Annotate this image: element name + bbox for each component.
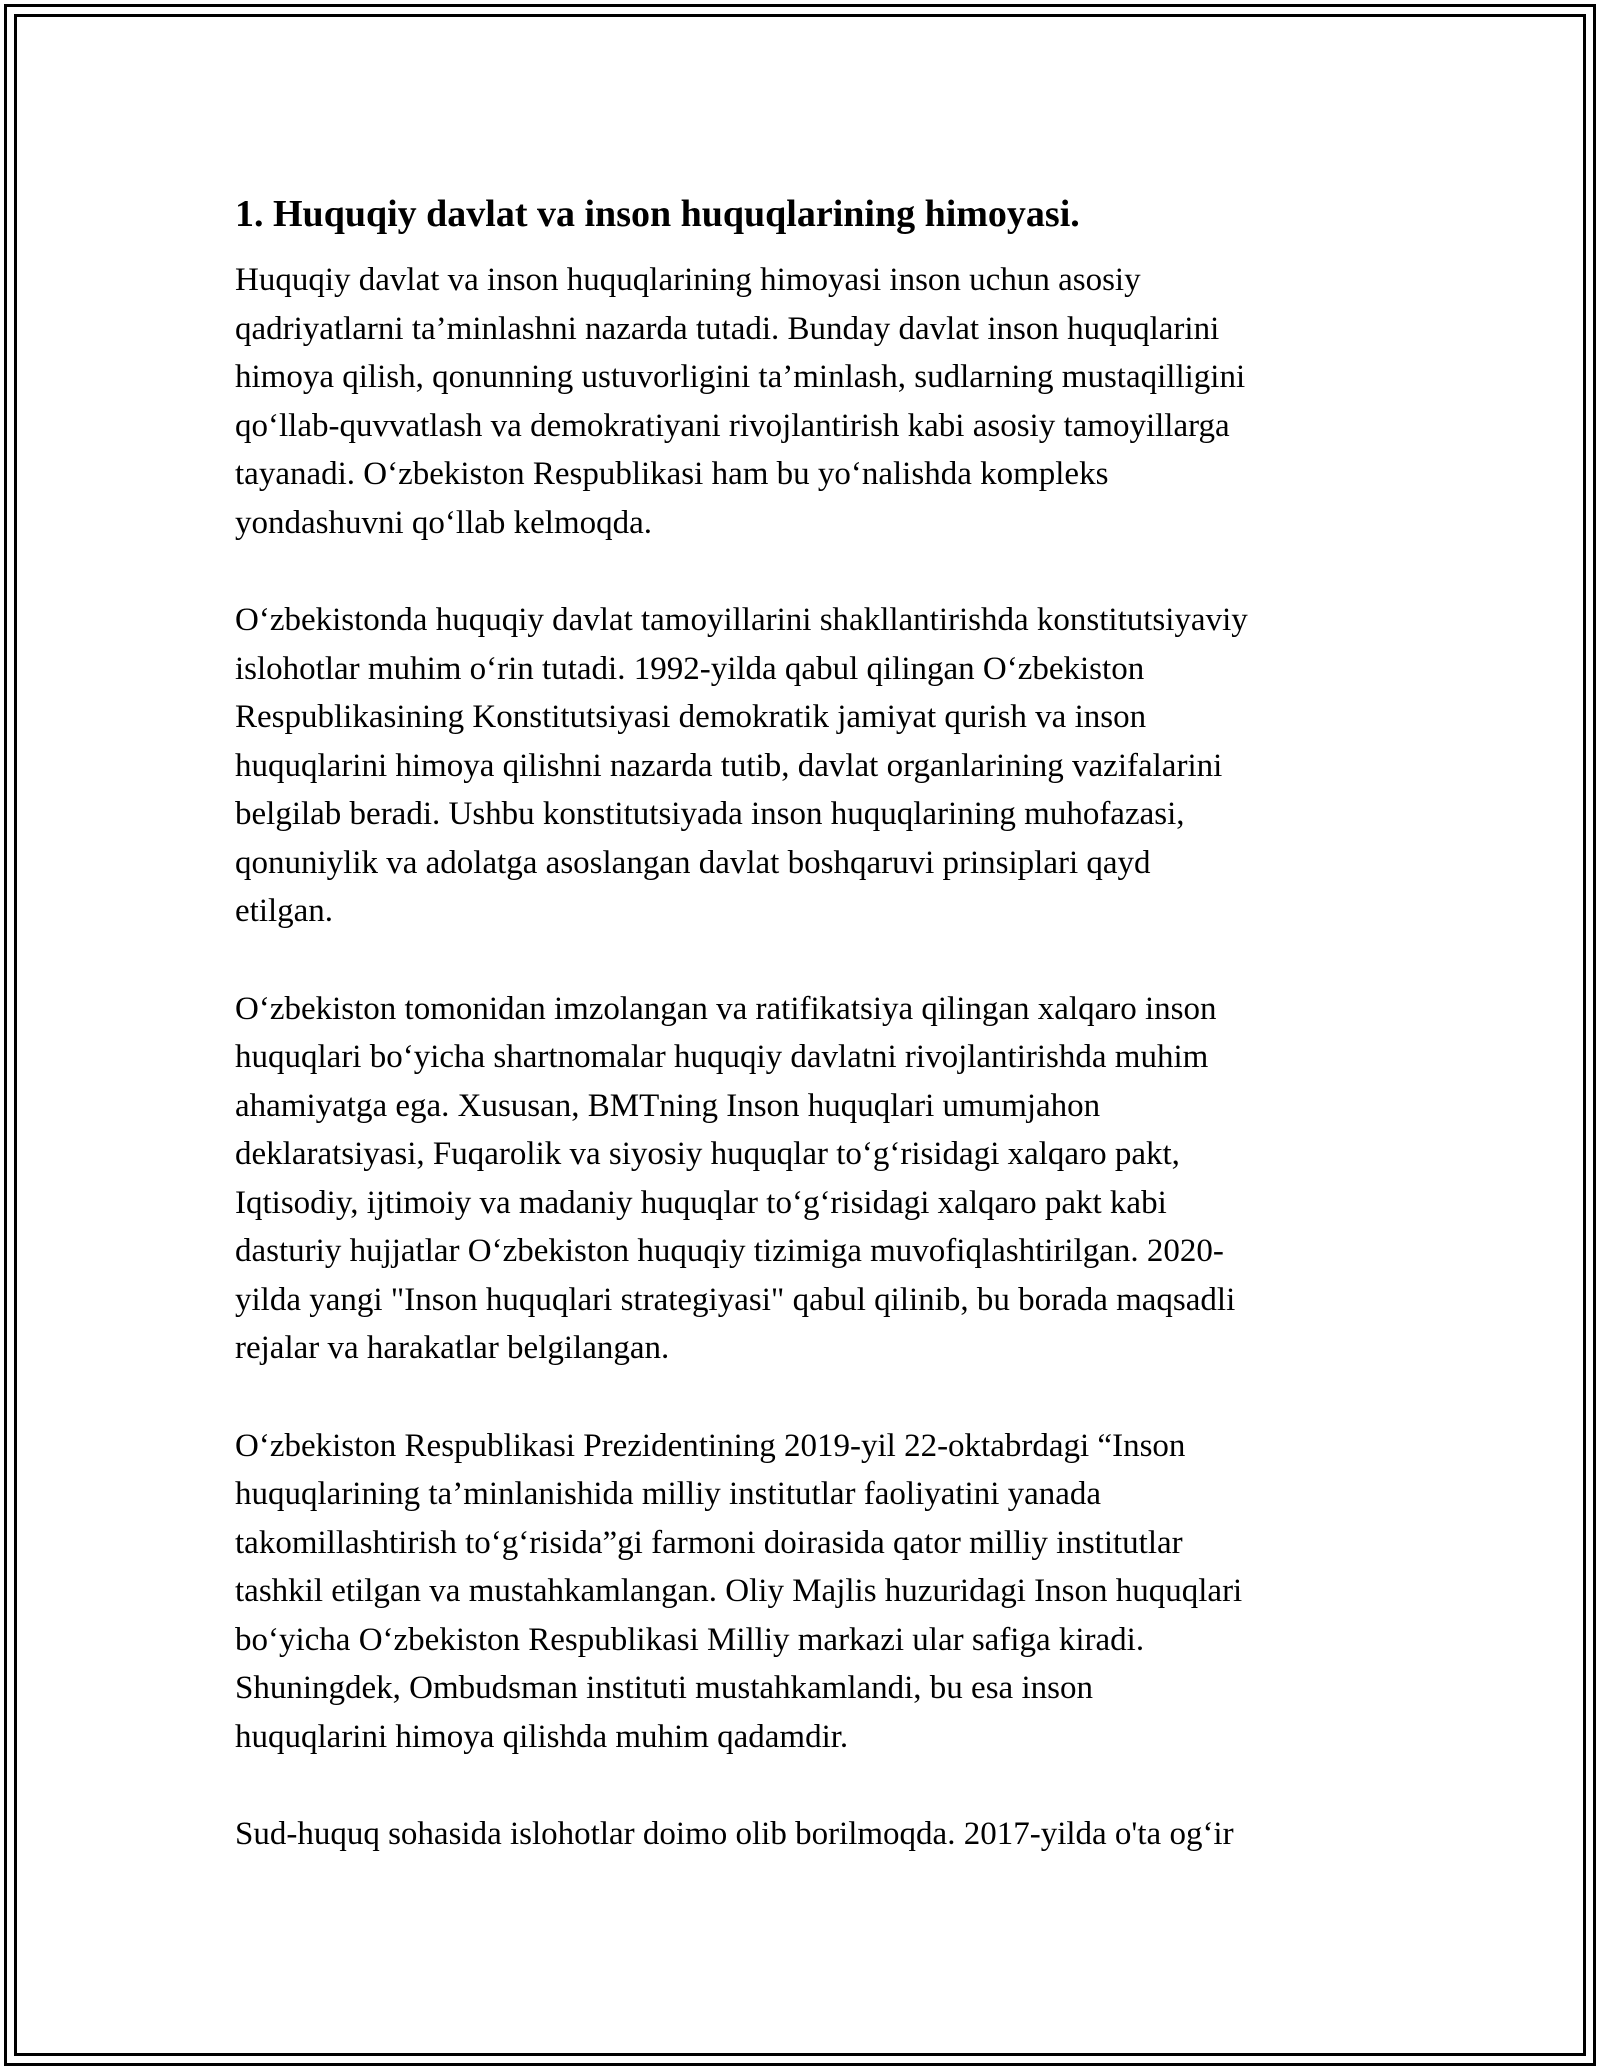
text-line: tayanadi. O‘zbekiston Respublikasi ham bu yo‘nalishda kompleks <box>235 456 1109 492</box>
paragraph-1 <box>235 256 1365 547</box>
text-line: ahamiyatga ega. Xususan, BMTning Inson huquqlari umumjahon <box>235 1087 1101 1124</box>
text-line: Sud-huquq sohasida islohotlar doimo olib borilmoqda. 2017-yilda o'ta og‘ir <box>235 1816 1234 1852</box>
text-line: huquqlarini himoya qilishda muhim qadamdir. <box>235 1718 849 1755</box>
text-line: islohotlar muhim o‘rin tutadi. 1992-yilda qabul qilingan O‘zbekiston <box>235 650 1145 687</box>
text-line: belgilab beradi. Ushbu konstitutsiyada inson huquqlarining muhofazasi, <box>235 796 1185 832</box>
section-heading: 1. Huquqiy davlat va inson huquqlarining himoyasi. <box>235 193 1080 235</box>
text-line: huquqlarining ta’minlanishida milliy institutlar faoliyatini yanada <box>235 1476 1102 1512</box>
text-line: yilda yangi "Inson huquqlari strategiyasi" qabul qilinib, bu borada maqsadli <box>235 1281 1236 1318</box>
text-line: dasturiy hujjatlar O‘zbekiston huquqiy tizimiga muvofiqlashtirilgan. 2020- <box>235 1233 1224 1269</box>
text-line: huquqlari bo‘yicha shartnomalar huquqiy davlatni rivojlantirishda muhim <box>235 1039 1209 1075</box>
text-line: tashkil etilgan va mustahkamlangan. Oliy Majlis huzuridagi Inson huquqlari <box>235 1573 1243 1609</box>
text-line: Respublikasining Konstitutsiyasi demokratik jamiyat qurish va inson <box>235 699 1147 735</box>
text-line: etilgan. <box>235 893 334 929</box>
text-line: takomillashtirish to‘g‘risida”gi farmoni doirasida qator milliy institutlar <box>235 1524 1183 1561</box>
text-line: bo‘yicha O‘zbekiston Respublikasi Milliy markazi ular safiga kiradi. <box>235 1621 1145 1658</box>
text-line: rejalar va harakatlar belgilangan. <box>235 1330 670 1366</box>
text-line: O‘zbekiston tomonidan imzolangan va ratifikatsiya qilingan xalqaro inson <box>235 990 1217 1027</box>
paragraph-5 <box>235 1810 1365 1859</box>
text-line: qadriyatlarni ta’minlashni nazarda tutadi. Bunday davlat inson huquqlarini <box>235 310 1220 347</box>
paragraph-4 <box>235 1422 1365 1762</box>
document-body <box>235 186 1365 1908</box>
text-line: Huquqiy davlat va inson huquqlarining himoyasi inson uchun asosiy <box>235 262 1141 298</box>
text-line: yondashuvni qo‘llab kelmoqda. <box>235 504 653 541</box>
text-line: qonuniylik va adolatga asoslangan davlat boshqaruvi prinsiplari qayd <box>235 844 1151 881</box>
text-line: huquqlarini himoya qilishni nazarda tutib, davlat organlarining vazifalarini <box>235 747 1223 784</box>
text-line: Shuningdek, Ombudsman instituti mustahkamlandi, bu esa inson <box>235 1670 1093 1706</box>
text-line: O‘zbekiston Respublikasi Prezidentining 2019-yil 22-oktabrdagi “Inson <box>235 1427 1186 1464</box>
text-line: himoya qilish, qonunning ustuvorligini ta’minlash, sudlarning mustaqilligini <box>235 359 1246 395</box>
text-line: qo‘llab-quvvatlash va demokratiyani rivojlantirish kabi asosiy tamoyillarga <box>235 407 1230 444</box>
text-line: O‘zbekistonda huquqiy davlat tamoyillarini shakllantirishda konstitutsiyaviy <box>235 602 1248 638</box>
paragraph-2 <box>235 596 1365 936</box>
paragraph-3 <box>235 985 1365 1373</box>
text-line: deklaratsiyasi, Fuqarolik va siyosiy huquqlar to‘g‘risidagi xalqaro pakt, <box>235 1136 1180 1172</box>
text-line: Iqtisodiy, ijtimoiy va madaniy huquqlar to‘g‘risidagi xalqaro pakt kabi <box>235 1184 1167 1221</box>
